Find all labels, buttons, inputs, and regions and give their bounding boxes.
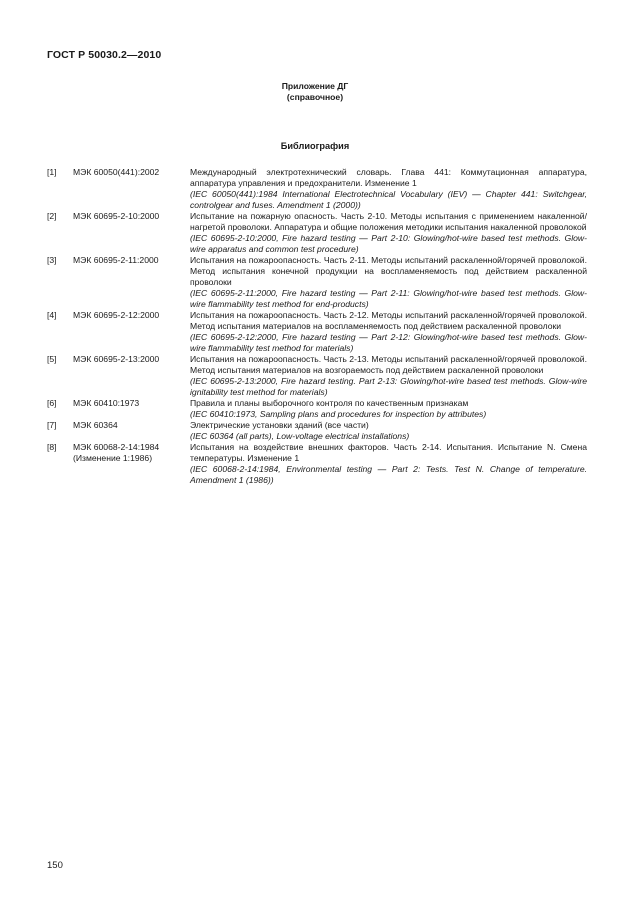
entry-number: [8] — [47, 442, 57, 452]
entry-code — [73, 442, 190, 486]
entry-code-line: МЭК 60695-2-13:2000 — [73, 354, 160, 364]
entry-title-en: (IEC 60695-2-10:2000, Fire hazard testing — Part 2-10: Glowing/hot-wire based test methods. Glow-wire apparatus and common test procedure) — [190, 233, 587, 254]
appendix-subtitle: (справочное) — [286, 92, 344, 102]
entry-description — [190, 167, 587, 211]
appendix-title: Приложение ДГ — [281, 81, 349, 91]
entry-code-line: МЭК 60695-2-10:2000 — [73, 211, 160, 221]
entry-number: [3] — [47, 255, 57, 265]
entry-code-line: (Изменение 1:1986) — [73, 453, 153, 463]
entry-code-line: МЭК 60068-2-14:1984 — [73, 442, 160, 452]
entry-code — [73, 211, 190, 255]
entry-description — [190, 354, 587, 398]
entry-title-ru: Испытания на пожароопасность. Часть 2-13. Методы испытаний раскаленной/горячей проволокой. Метод испытания материалов на возгораемость под действием раскаленной проволоки — [190, 354, 587, 375]
entry-description — [190, 310, 587, 354]
entry-code — [73, 354, 190, 398]
bibliography-entry — [47, 310, 587, 354]
entry-title-en: (IEC 60695-2-12:2000, Fire hazard testing — Part 2-12: Glowing/hot-wire based test methods. Glow-wire flammability test method for materials) — [190, 332, 587, 353]
entry-description — [190, 398, 587, 420]
bibliography-entry — [47, 420, 587, 442]
entry-code — [73, 310, 190, 354]
bibliography-title: Библиография — [280, 141, 350, 151]
entry-code-line: МЭК 60364 — [73, 420, 118, 430]
bibliography-entry — [47, 398, 587, 420]
appendix-heading — [0, 81, 630, 103]
entry-title-en: (IEC 60364 (all parts), Low-voltage electrical installations) — [190, 431, 410, 441]
entry-number: [5] — [47, 354, 57, 364]
entry-title-en: (IEC 60695-2-13:2000, Fire hazard testing. Part 2-13: Glowing/hot-wire based test methods. Glow-wire ignitability test method for materials) — [190, 376, 587, 397]
entry-title-ru: Испытания на пожароопасность. Часть 2-11. Методы испытаний раскаленной/горячей проволокой. Метод испытания конечной продукции на воспламеняемость под действием раскаленной проволоки — [190, 255, 587, 287]
entry-code-line: МЭК 60695-2-11:2000 — [73, 255, 159, 265]
entry-code — [73, 420, 190, 442]
entry-title-ru: Испытание на пожарную опасность. Часть 2-10. Методы испытания с применением накаленной/нагретой проволоки. Аппаратура и общие положения методики испытания накаленной проволокой — [190, 211, 587, 232]
entry-title-ru: Испытания на пожароопасность. Часть 2-12. Методы испытаний раскаленной/горячей проволокой. Метод испытания материалов на воспламеняемость под действием раскаленной проволоки — [190, 310, 587, 331]
page-number: 150 — [47, 860, 63, 871]
entry-number: [4] — [47, 310, 57, 320]
bibliography-entry — [47, 354, 587, 398]
bibliography-entry — [47, 255, 587, 310]
entry-title-en: (IEC 60050(441):1984 International Electrotechnical Vocabulary (IEV) — Chapter 441: Switchgear, controlgear and fuses. Amendment 1 (2000)) — [190, 189, 587, 210]
entry-title-en: (IEC 60410:1973, Sampling plans and procedures for inspection by attributes) — [190, 409, 487, 419]
entry-code — [73, 167, 190, 211]
entry-title-en: (IEC 60695-2-11:2000, Fire hazard testing — Part 2-11: Glowing/hot-wire based test methods. Glow-wire flammability test method for end-products) — [190, 288, 587, 309]
entry-description — [190, 211, 587, 255]
bibliography-entry — [47, 167, 587, 211]
bibliography-entry — [47, 442, 587, 486]
bibliography-entry — [47, 211, 587, 255]
entry-code-line: МЭК 60050(441):2002 — [73, 167, 160, 177]
entry-number: [7] — [47, 420, 57, 430]
bibliography-list — [47, 167, 587, 486]
entry-code — [73, 255, 190, 310]
entry-description — [190, 420, 587, 442]
entry-code-line: МЭК 60695-2-12:2000 — [73, 310, 160, 320]
entry-code — [73, 398, 190, 420]
entry-title-ru: Испытания на воздействие внешних факторов. Часть 2-14. Испытания. Испытание N. Смена температуры. Изменение 1 — [190, 442, 587, 463]
entry-title-ru: Электрические установки зданий (все части) — [190, 420, 369, 430]
entry-number: [1] — [47, 167, 57, 177]
entry-number: [2] — [47, 211, 57, 221]
document-header-standard: ГОСТ Р 50030.2—2010 — [47, 49, 162, 61]
entry-description — [190, 255, 587, 310]
entry-title-ru: Правила и планы выборочного контроля по качественным признакам — [190, 398, 469, 408]
entry-code-line: МЭК 60410:1973 — [73, 398, 140, 408]
entry-description — [190, 442, 587, 486]
entry-title-ru: Международный электротехнический словарь. Глава 441: Коммутационная аппаратура, аппаратура управления и предохранители. Изменение 1 — [190, 167, 587, 188]
entry-number: [6] — [47, 398, 57, 408]
entry-title-en: (IEC 60068-2-14:1984, Environmental testing — Part 2: Tests. Test N. Change of temperature. Amendment 1 (1986)) — [190, 464, 587, 485]
